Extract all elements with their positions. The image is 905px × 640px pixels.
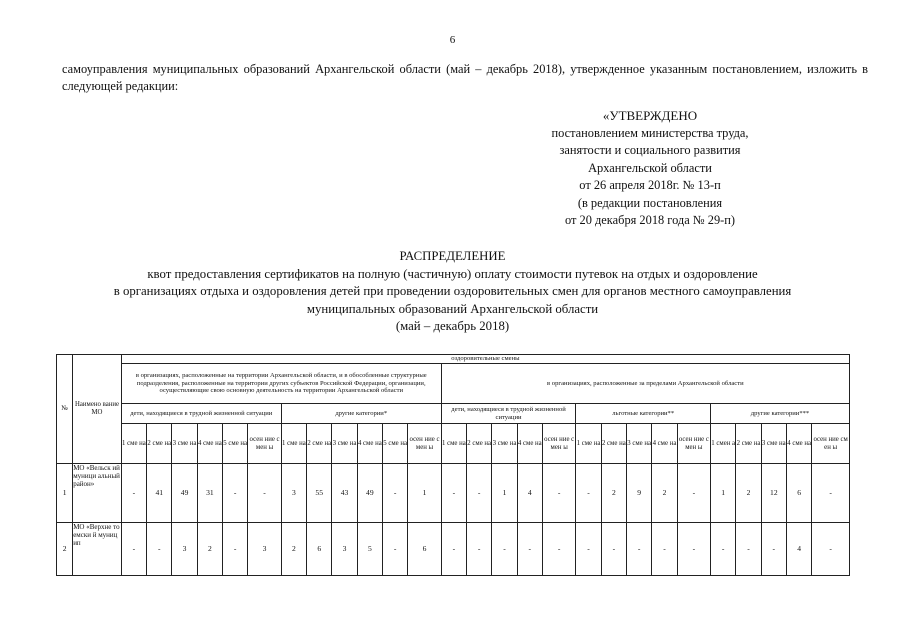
header-other-categories: другие категории* [281, 404, 441, 424]
table-cell: 55 [307, 464, 332, 523]
table-cell: - [121, 464, 146, 523]
approval-line: (в редакции постановления [577, 195, 723, 210]
header-shift-4: 4 сме на [357, 424, 382, 464]
title-line: в организациях отдыха и оздоровления детей при проведении оздоровительных смен для органов местного самоуправления [113, 284, 792, 298]
header-shifts: оздоровительные смены [121, 355, 849, 364]
table-cell: 1 [492, 464, 517, 523]
table-cell: - [677, 464, 710, 523]
table-cell: 2 [197, 523, 222, 576]
table-cell: 41 [147, 464, 172, 523]
table-cell: 3 [332, 523, 357, 576]
table-cell: 4 [517, 464, 542, 523]
table-cell: - [761, 523, 786, 576]
header-shift-autumn: осен ние смен ы [248, 424, 281, 464]
header-number: № [57, 355, 73, 464]
intro-paragraph: самоуправления муниципальных образований Архангельской области (май – декабрь 2018), утвержденное указанным постановлением, изложить в следующей редакции: [62, 62, 868, 93]
approval-block [520, 107, 780, 230]
table-cell: - [441, 464, 466, 523]
table-cell: 6 [786, 464, 811, 523]
header-shift-3: 3 сме на [172, 424, 197, 464]
header-shift-2: 2 сме на [736, 424, 761, 464]
table-cell: 6 [307, 523, 332, 576]
header-hard-situation-out: дети, находящиеся в трудной жизненной ситуации [441, 404, 576, 424]
header-shift-4: 4 сме на [786, 424, 811, 464]
table-cell: 2 [601, 464, 626, 523]
table-cell: - [383, 464, 408, 523]
quota-table [56, 354, 850, 576]
approval-line: постановлением министерства труда, [551, 125, 749, 140]
approval-line: занятости и социального развития [559, 143, 741, 157]
table-cell: 3 [248, 523, 281, 576]
header-shift-3: 3 сме на [761, 424, 786, 464]
header-shift-2: 2 сме на [307, 424, 332, 464]
header-shift-5: 5 сме на [383, 424, 408, 464]
header-shift-1: 1 сме на [281, 424, 306, 464]
document-title [0, 248, 905, 336]
header-shift-3: 3 сме на [492, 424, 517, 464]
table-cell: - [542, 523, 575, 576]
table-cell: 49 [357, 464, 382, 523]
table-cell: 1 [711, 464, 736, 523]
header-shift-1: 1 сме на [441, 424, 466, 464]
table-cell: - [121, 523, 146, 576]
header-shift-autumn: осен ние смен ы [677, 424, 710, 464]
table-cell: - [223, 464, 248, 523]
table-cell: - [576, 464, 601, 523]
title-line: муниципальных образований Архангельской области [306, 301, 599, 316]
title-line: квот предоставления сертификатов на полную (частичную) оплату стоимости путевок на отдых и оздоровление [147, 266, 758, 281]
table-cell: - [492, 523, 517, 576]
page-number: 6 [449, 34, 456, 46]
header-shift-2: 2 сме на [467, 424, 492, 464]
table-cell: 6 [408, 523, 441, 576]
table-cell: - [467, 464, 492, 523]
header-shift-1: 1 сме на [576, 424, 601, 464]
table-cell: 2 [736, 464, 761, 523]
table-cell: 12 [761, 464, 786, 523]
row-mo-name: МО «Вельск ий муници альный район» [73, 464, 122, 523]
table-cell: - [652, 523, 677, 576]
table-cell: - [383, 523, 408, 576]
table-row [57, 464, 850, 523]
header-shift-1b: 1 смен а [711, 424, 736, 464]
table-cell: - [248, 464, 281, 523]
table-cell: 49 [172, 464, 197, 523]
table-cell: 2 [652, 464, 677, 523]
approval-head: «УТВЕРЖДЕНО [602, 108, 698, 123]
table-cell: - [677, 523, 710, 576]
header-shift-autumn: осен ние смен ы [542, 424, 575, 464]
header-shift-4: 4 сме на [197, 424, 222, 464]
header-shift-2: 2 сме на [147, 424, 172, 464]
approval-line: Архангельской области [588, 160, 712, 175]
table-row [57, 523, 850, 576]
table-cell: 1 [408, 464, 441, 523]
header-other-categories-out: другие категории*** [711, 404, 850, 424]
table-cell: - [627, 523, 652, 576]
header-shift-5: 5 сме на [223, 424, 248, 464]
table-cell: - [812, 464, 850, 523]
table-cell: 9 [627, 464, 652, 523]
table-cell: 5 [357, 523, 382, 576]
table-cell: - [147, 523, 172, 576]
table-cell: 3 [281, 464, 306, 523]
header-in-region: в организациях, расположенные на территории Архангельской области, и в обособленные структурные подразделения, расположенные на территории других субъектов Российской Федерации, организации, осуществляющие свою основную деятельность на территории Архангельской области [121, 364, 441, 404]
title-line: (май – декабрь 2018) [395, 319, 510, 333]
header-hard-situation: дети, находящиеся в трудной жизненной ситуации [121, 404, 281, 424]
header-mo-name: Наимено вание МО [73, 355, 122, 464]
approval-line: от 26 апреля 2018г. № 13-п [579, 178, 721, 192]
table-cell: 3 [172, 523, 197, 576]
header-out-region: в организациях, расположенные за пределами Архангельской области [441, 364, 849, 404]
header-shift-autumn: осен ние смен ы [812, 424, 850, 464]
header-shift-2: 2 сме на [601, 424, 626, 464]
row-number: 2 [57, 523, 73, 576]
table-cell: 43 [332, 464, 357, 523]
header-benefit-categories: льготные категории** [576, 404, 711, 424]
table-cell: - [223, 523, 248, 576]
table-cell: - [542, 464, 575, 523]
table-cell: - [812, 523, 850, 576]
header-shift-4: 4 сме на [652, 424, 677, 464]
table-cell: - [441, 523, 466, 576]
table-cell: - [736, 523, 761, 576]
table-cell: - [517, 523, 542, 576]
table-cell: 2 [281, 523, 306, 576]
header-shift-3: 3 сме на [627, 424, 652, 464]
table-cell: - [576, 523, 601, 576]
table-cell: - [601, 523, 626, 576]
table-cell: 4 [786, 523, 811, 576]
approval-line: от 20 декабря 2018 года № 29-п) [564, 213, 736, 227]
row-mo-name: МО «Верхне тоемски й муницип [73, 523, 122, 576]
title-main: РАСПРЕДЕЛЕНИЕ [399, 249, 506, 263]
table-cell: 31 [197, 464, 222, 523]
table-cell: - [467, 523, 492, 576]
header-shift-4: 4 сме на [517, 424, 542, 464]
header-shift-3: 3 сме на [332, 424, 357, 464]
header-shift-1: 1 сме на [121, 424, 146, 464]
table-cell: - [711, 523, 736, 576]
header-shift-autumn: осен ние смен ы [408, 424, 441, 464]
row-number: 1 [57, 464, 73, 523]
